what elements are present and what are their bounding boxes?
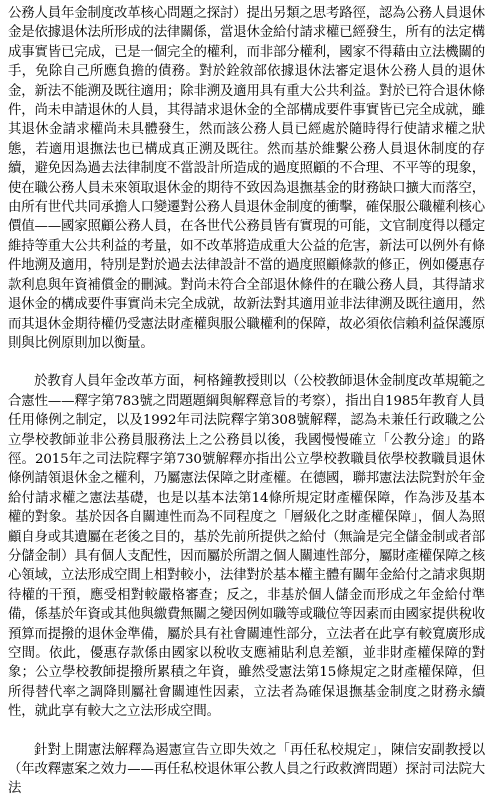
document-page <box>8 4 485 797</box>
paragraph-private-school-rehire: 針對上開憲法解釋為遏憲宣告立即失效之「再任私校規定」，陳信安副教授以（年改釋憲案之效力——再任私校退休軍公教人員之行政救濟問題）探討司法院大法 <box>8 742 485 797</box>
paragraph-civil-servant-pension: 公務人員年金制度改革核心問題之探討）提出另類之思考路徑，認為公務人員退休金是依據退休法所形成的法律關係，當退休金給付請求權已經發生，所有的法定構成事實皆已完成，已是一個完全的權利，而非部分權利，國家不得藉由立法機關的手，免除自己所應負擔的債務。對於銓敘部依據退休法審定退休公務人員的退休金，新法不能溯及既往適用；除非溯及適用具有重大公共利益。對於已符合退休條件，尚未申請退休的人員，其得請求退休金的全部構成要件事實皆已完全成就，雖其退休金請求權尚未具體發生，然而該公務人員已經處於隨時得行使請求權之狀態，若適用退撫法也已構成真正溯及既往。然而基於維繫公務人員退休制度的存續，避免因為過去法律制度不當設計所造成的過度照顧的不合理、不平等的現象，使在職公務人員未來領取退休金的期待不致因為退撫基金的財務缺口擴大而落空，由所有世代共同承擔人口變遷對公務人員退休金制度的衝擊，確保服公職權利核心價值——國家照顧公務人員，在各世代公務員皆有實現的可能，文官制度得以穩定維持等重大公共利益的考量，如不改革將造成重大公益的危害，新法可以例外有條件地溯及適用，特別是對於過去法律設計不當的過度照顧條款的修正，例如優惠存款利息與年資補償金的刪減。對尚未符合全部退休條件的在職公務人員，其得請求退休金的構成要件事實尚未完全成就，故新法對其適用並非法律溯及既往適用，然而其退休金期待權仍受憲法財產權與服公職權利的保障，故必須依信賴利益保護原則與比例原則加以衡量。 <box>8 6 485 351</box>
paragraph-teacher-pension-reform: 於教育人員年金改革方面，柯格鐘教授則以（公校教師退休金制度改革規範之合憲性——釋字第783號之問題題綱與解釋意旨的考察），指出自1985年教育人員任用條例之制定，以及1992年司法院釋字第308號解釋，認為未兼任行政職之公立學校教師並非公務員服務法上之公務員以後，我國慢慢確立「公教分途」的路徑。2015年之司法院釋字第730號解釋亦指出公立學校教職員依學校教職員退休條例請領退休金之權利，乃屬憲法保障之財產權。在德國，聯邦憲法法院對於年金給付請求權之憲法基礎，也是以基本法第14條所規定財產權保障，作為涉及基本權的對象。基於因各自關連性而為不同程度之「層級化之財產權保障」，個人為照顧自身或其遺屬在老後之目的，基於先前所提供之給付（無論是完全儲金制或者部分儲金制）具有個人支配性，因而屬於所謂之個人關連性部分，屬財產權保障之核心領域，立法形成空間上相對較小，法律對於基本權主體有關年金給付之請求與期待權的干預，應受相對較嚴格審查；反之，非基於個人儲金而形成之年金給付準備，係基於年資或其他與繳費無關之變因例如職等或職位等因素而由國家提供稅收預算而提撥的退休金準備，屬於具有社會關連性部分，立法者在此享有較寬廣形成空間。依此，優惠存款係由國家以稅收支應補貼利息差額，並非財產權保障的對象；公立學校教師提撥所累積之年資，雖然受憲法第15條規定之財產權保障，但所得替代率之調降則屬社會關連性因素，立法者為確保退撫基金制度之財務永續性，就此享有較大之立法形成空間。 <box>8 374 485 720</box>
